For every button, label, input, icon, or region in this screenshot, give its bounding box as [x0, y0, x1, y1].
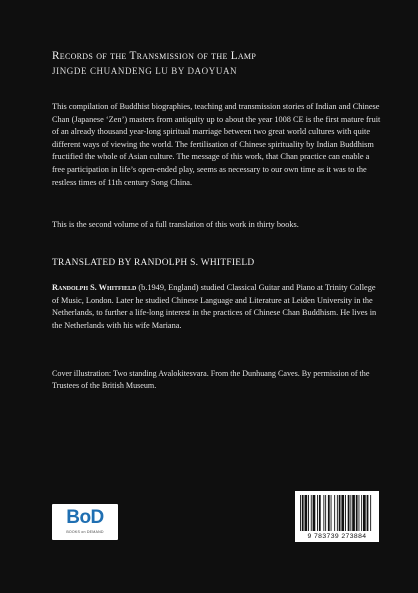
barcode-bar: [302, 495, 304, 531]
volume-note: This is the second volume of a full translation of this work in thirty books.: [52, 220, 299, 229]
barcode-bar: [319, 495, 321, 531]
isbn-barcode: [295, 491, 379, 542]
translator-bio: [52, 282, 382, 332]
barcode-bar: [339, 495, 341, 531]
barcode-bar: [348, 495, 350, 531]
barcode-bar: [359, 495, 360, 531]
barcode-digits: 9 783739 273884: [307, 533, 367, 540]
barcode-bar: [356, 495, 358, 531]
publisher-logo: [52, 504, 118, 540]
barcode-bar: [305, 495, 308, 531]
translator-bio-text: (b.1949, England) studied Classical Guitar and Piano at Trinity College of Music, London. Later he studied Chinese Language and Literature at Leiden University in the Netherlands, to further a life-long interest in the practices of Chinese Chan Buddhism. He lives in the Netherlands with his wife Mariana.: [52, 283, 377, 330]
cover-credit: Cover illustration: Two standing Avalokitesvara. From the Dunhuang Caves. By permission of the Trustees of the British Museum.: [52, 369, 370, 391]
barcode-bar: [325, 495, 326, 531]
barcode-bar: [300, 495, 301, 531]
barcode-bar: [367, 495, 369, 531]
barcode-bar: [331, 495, 332, 531]
barcode-bar: [337, 495, 338, 531]
publisher-logo-tagline: BOOKS on DEMAND: [66, 530, 104, 534]
translator-name: Randolph S. Whitfield: [52, 283, 137, 292]
description-paragraph: This compilation of Buddhist biographies, teaching and transmission stories of Indian and Chinese Chan (Japanese ‘Zen’) masters from antiquity up to about the year 1008 CE is the first mature fruit of an already thousand year-long spiritual marriage between two great world cultures with quite different ways of viewing the world. The fertilisation of Chinese spirituality by Indian Buddhism fructified the whole of Asian culture. The message of this work, that Chan practice can enable a free participation in life’s open-ended play, seems as necessary to our own time as it was to the restless times of 11th century Song China.: [52, 102, 381, 187]
barcode-bar: [317, 495, 318, 531]
book-subtitle: JINGDE CHUANDENG LU BY DAOYUAN: [52, 66, 238, 76]
barcode-bar: [311, 495, 312, 531]
barcode-bar: [350, 495, 351, 531]
book-title: Records of the Transmission of the Lamp: [52, 50, 257, 62]
barcode-bar: [334, 495, 335, 531]
translator-heading: TRANSLATED BY RANDOLPH S. WHITFIELD: [52, 258, 255, 268]
barcode-bar: [363, 495, 366, 531]
barcode-bar: [341, 495, 344, 531]
barcode-bar: [345, 495, 346, 531]
publisher-logo-mark: BoD: [66, 507, 104, 528]
barcode-bar: [323, 495, 324, 531]
barcode-bar: [361, 495, 362, 531]
barcode-bar: [313, 495, 316, 531]
barcode-bar: [328, 495, 330, 531]
barcode-bar: [308, 495, 309, 531]
barcode-bar: [352, 495, 355, 531]
barcode-bar: [370, 495, 371, 531]
barcode-bars: [298, 495, 376, 533]
